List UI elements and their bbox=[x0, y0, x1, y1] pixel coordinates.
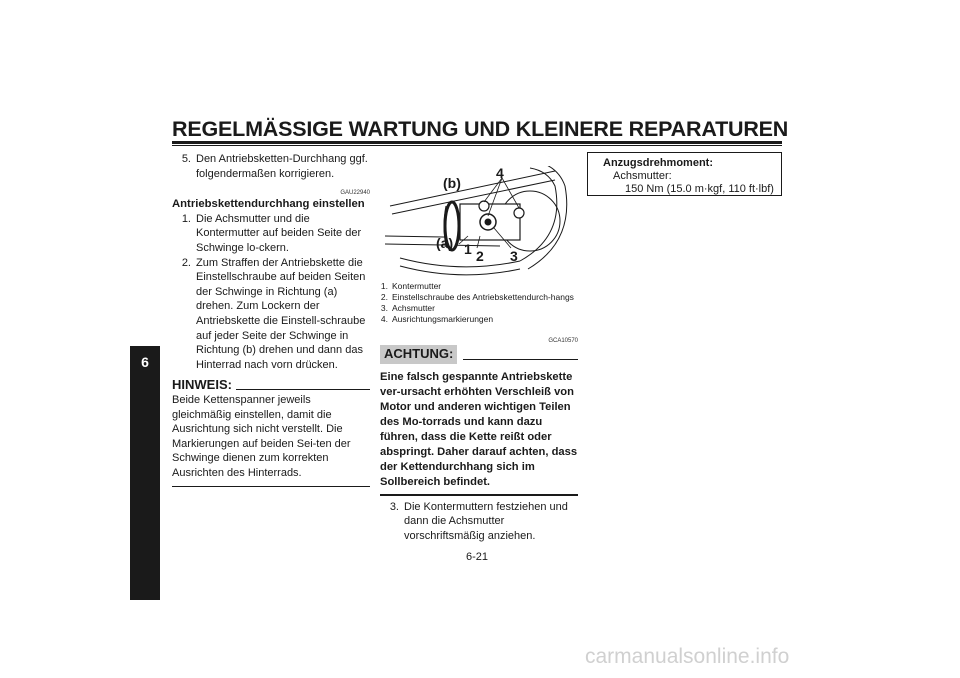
step-text: Die Kontermuttern festziehen und dann die Achsmutter vorschriftsmäßig anziehen. bbox=[404, 500, 568, 542]
caption-number: 3. bbox=[380, 303, 388, 313]
label-4: 4 bbox=[496, 166, 504, 181]
header-rule bbox=[172, 141, 782, 144]
step-1 bbox=[172, 212, 370, 256]
caption-item bbox=[380, 303, 578, 314]
warning-title: ACHTUNG: bbox=[380, 345, 457, 364]
column-middle bbox=[380, 281, 578, 543]
step-2 bbox=[172, 256, 370, 373]
step-number: 2. bbox=[181, 256, 191, 269]
label-3: 3 bbox=[510, 248, 518, 264]
torque-item: Achsmutter: bbox=[613, 170, 672, 182]
step-3 bbox=[380, 500, 578, 544]
chapter-number: 6 bbox=[141, 354, 149, 370]
step-5 bbox=[172, 152, 370, 181]
watermark: carmanualsonline.info bbox=[585, 645, 790, 668]
marking-right bbox=[514, 208, 524, 218]
figure-captions bbox=[380, 281, 578, 325]
caption-text: Ausrichtungsmarkierungen bbox=[392, 314, 494, 324]
step-number: 3. bbox=[389, 500, 399, 513]
note-text: Beide Kettenspanner jeweils gleichmäßig einstellen, damit die Ausrichtung sich nicht verstellt. Die Markierungen auf beiden Sei-ten der Schwinge dienen zum korrekten Ausrichten des Hinterrads. bbox=[172, 393, 351, 479]
torque-title: Anzugsdrehmoment: bbox=[603, 157, 713, 169]
note-rule bbox=[236, 389, 370, 390]
reference-code: GCA10570 bbox=[548, 338, 578, 344]
label-1: 1 bbox=[464, 241, 472, 257]
caption-number: 4. bbox=[380, 314, 388, 324]
header-rule-thin bbox=[172, 145, 782, 146]
warning-end-rule bbox=[380, 494, 578, 496]
label-a: (a) bbox=[436, 235, 454, 251]
label-2: 2 bbox=[476, 248, 484, 264]
caption-item bbox=[380, 314, 578, 325]
torque-spec-box bbox=[587, 152, 782, 196]
chain-adjuster-illustration bbox=[380, 166, 580, 284]
section-heading: Antriebskettendurchhang einstellen bbox=[172, 198, 365, 211]
caption-text: Kontermutter bbox=[392, 281, 442, 291]
step-number: 1. bbox=[181, 212, 191, 225]
caption-text: Achsmutter bbox=[392, 303, 435, 313]
note-header bbox=[172, 378, 370, 393]
caption-text: Einstellschraube des Antriebskettendurch-hangs bbox=[392, 292, 574, 302]
marking-left bbox=[479, 201, 489, 211]
chain-adjuster-figure bbox=[380, 166, 580, 284]
reference-code: GAU22940 bbox=[340, 190, 370, 197]
step-text: Zum Straffen der Antriebskette die Einstellschraube auf beiden Seiten der Schwinge in Richtung (a) drehen. Zum Lockern der Antriebskette die Einstell-schraube auf jeder Seite der Schwinge in Richtung (b) drehen und dann das Hinterrad nach vorn drücken. bbox=[196, 256, 366, 371]
torque-value: 150 Nm (15.0 m·kgf, 110 ft·lbf) bbox=[625, 183, 774, 195]
page-title: REGELMÄSSIGE WARTUNG UND KLEINERE REPARATUREN bbox=[172, 117, 789, 141]
caption-number: 1. bbox=[380, 281, 388, 291]
warning-text: Eine falsch gespannte Antriebskette ver-ursacht erhöhten Verschleiß von Motor und anderen wichtigen Teilen des Mo-torrads und kann dazu führen, dass die Kette reißt oder abspringt. Daher darauf achten, dass der Kettendurchhang sich im Sollbereich befindet. bbox=[380, 370, 578, 488]
step-text: Die Achsmutter und die Kontermutter auf beiden Seite der Schwinge lo-ckern. bbox=[196, 212, 362, 254]
caption-item bbox=[380, 292, 578, 303]
column-left bbox=[172, 152, 370, 487]
caption-item bbox=[380, 281, 578, 292]
step-number: 5. bbox=[181, 153, 191, 165]
axle-center bbox=[485, 219, 492, 226]
page-number: 6-21 bbox=[466, 551, 489, 563]
label-b: (b) bbox=[443, 175, 461, 191]
warning-rule bbox=[463, 359, 578, 360]
warning-header bbox=[380, 345, 578, 364]
note-title: HINWEIS: bbox=[172, 377, 232, 393]
chapter-tab bbox=[130, 346, 160, 600]
note-end-rule bbox=[172, 486, 370, 487]
caption-number: 2. bbox=[380, 292, 388, 302]
step-text: Den Antriebsketten-Durchhang ggf. folgendermaßen korrigieren. bbox=[196, 153, 368, 180]
